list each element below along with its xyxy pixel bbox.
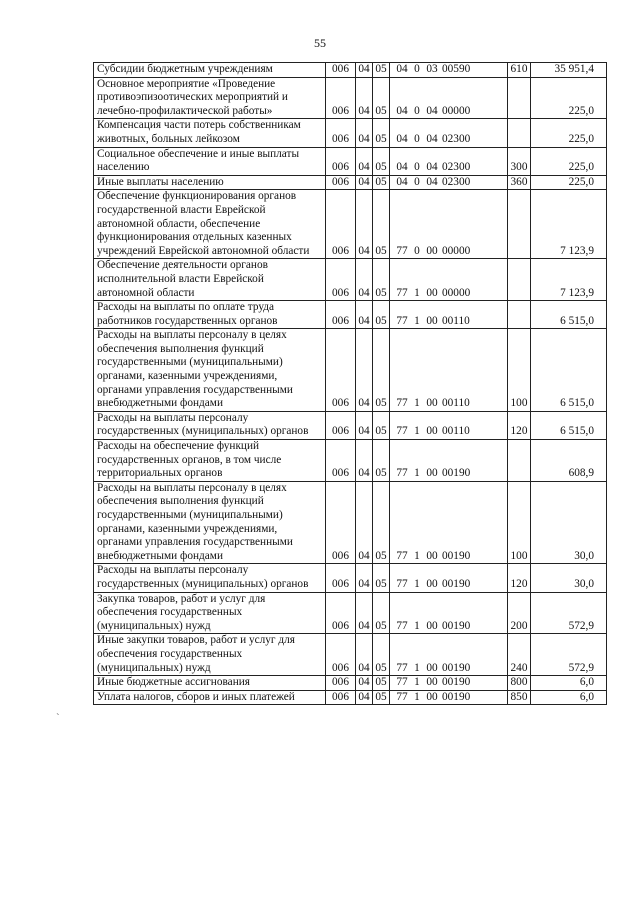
csr-direction: 00190: [442, 661, 471, 674]
expense-type-code: 120: [508, 564, 531, 592]
csr-direction: 00000: [442, 244, 471, 257]
amount: 35 951,4: [531, 63, 607, 78]
table-row: [94, 676, 607, 691]
target-article-code: [390, 259, 508, 301]
table-row: [94, 564, 607, 592]
csr-program: 77: [396, 661, 408, 674]
table-row: [94, 175, 607, 190]
expense-name: Субсидии бюджетным учреждениям: [94, 63, 326, 78]
grbs-code: 006: [326, 77, 356, 119]
csr-direction: 00190: [442, 690, 471, 703]
target-article-code: [390, 634, 508, 676]
grbs-code: 006: [326, 690, 356, 705]
table-row: [94, 259, 607, 301]
amount: 572,9: [531, 634, 607, 676]
csr-program: 04: [396, 104, 408, 117]
expense-type-code: [508, 301, 531, 329]
section-code: 04: [356, 259, 373, 301]
expense-type-code: 240: [508, 634, 531, 676]
csr-program: 04: [396, 161, 408, 174]
subsection-code: 05: [373, 190, 390, 259]
csr-main-event: 04: [426, 104, 438, 117]
csr-program: 77: [396, 467, 408, 480]
section-code: 04: [356, 634, 373, 676]
expense-type-code: [508, 259, 531, 301]
expense-name: Закупка товаров, работ и услуг для обеспечения государственных (муниципальных) нужд: [94, 592, 326, 634]
expense-type-code: [508, 119, 531, 147]
grbs-code: 006: [326, 676, 356, 691]
amount: 7 123,9: [531, 259, 607, 301]
expense-type-code: 850: [508, 690, 531, 705]
csr-program: 77: [396, 286, 408, 299]
table-row: [94, 592, 607, 634]
table-row: [94, 190, 607, 259]
grbs-code: 006: [326, 119, 356, 147]
subsection-code: 05: [373, 63, 390, 78]
section-code: 04: [356, 63, 373, 78]
table-row: [94, 411, 607, 439]
csr-main-event: 00: [426, 549, 438, 562]
csr-main-event: 00: [426, 619, 438, 632]
section-code: 04: [356, 481, 373, 564]
csr-subprogram: 1: [414, 676, 420, 689]
csr-main-event: 00: [426, 467, 438, 480]
csr-subprogram: 0: [414, 161, 420, 174]
csr-direction: 00590: [442, 63, 471, 75]
expense-name: Социальное обеспечение и иные выплаты населению: [94, 147, 326, 175]
csr-program: 77: [396, 314, 408, 327]
csr-main-event: 00: [426, 676, 438, 689]
expense-type-code: [508, 190, 531, 259]
subsection-code: 05: [373, 676, 390, 691]
grbs-code: 006: [326, 564, 356, 592]
subsection-code: 05: [373, 77, 390, 119]
target-article-code: [390, 690, 508, 705]
grbs-code: 006: [326, 190, 356, 259]
csr-program: 77: [396, 397, 408, 410]
table-row: [94, 329, 607, 412]
subsection-code: 05: [373, 564, 390, 592]
csr-main-event: 00: [426, 397, 438, 410]
subsection-code: 05: [373, 301, 390, 329]
csr-subprogram: 0: [414, 104, 420, 117]
csr-main-event: 00: [426, 661, 438, 674]
csr-main-event: 00: [426, 690, 438, 703]
target-article-code: [390, 301, 508, 329]
target-article-code: [390, 481, 508, 564]
amount: 6 515,0: [531, 329, 607, 412]
csr-subprogram: 1: [414, 397, 420, 410]
target-article-code: [390, 592, 508, 634]
subsection-code: 05: [373, 481, 390, 564]
csr-direction: 00190: [442, 619, 471, 632]
csr-direction: 00110: [442, 397, 470, 410]
csr-direction: 00110: [442, 314, 470, 327]
expense-name: Обеспечение функционирования органов государственной власти Еврейской автономной области, обеспечение функционирования отдельных казенных учреждений Еврейской автономной области: [94, 190, 326, 259]
target-article-code: [390, 411, 508, 439]
expense-type-code: [508, 440, 531, 482]
amount: 7 123,9: [531, 190, 607, 259]
stray-mark: `: [56, 712, 60, 724]
csr-subprogram: 1: [414, 314, 420, 327]
csr-subprogram: 1: [414, 690, 420, 703]
expense-name: Иные закупки товаров, работ и услуг для обеспечения государственных (муниципальных) нужд: [94, 634, 326, 676]
table-row: [94, 147, 607, 175]
table-row: [94, 690, 607, 705]
section-code: 04: [356, 690, 373, 705]
table-row: [94, 481, 607, 564]
section-code: 04: [356, 301, 373, 329]
expense-name: Иные бюджетные ассигнования: [94, 676, 326, 691]
target-article-code: [390, 440, 508, 482]
expense-name: Расходы на выплаты персоналу государственных (муниципальных) органов: [94, 564, 326, 592]
grbs-code: 006: [326, 481, 356, 564]
grbs-code: 006: [326, 175, 356, 190]
csr-main-event: 00: [426, 577, 438, 590]
expense-name: Обеспечение деятельности органов исполнительной власти Еврейской автономной области: [94, 259, 326, 301]
expense-type-code: 800: [508, 676, 531, 691]
csr-main-event: 04: [426, 161, 438, 174]
csr-subprogram: 1: [414, 661, 420, 674]
csr-program: 77: [396, 577, 408, 590]
csr-main-event: 00: [426, 314, 438, 327]
amount: 6,0: [531, 690, 607, 705]
csr-program: 77: [396, 690, 408, 703]
table-row: [94, 440, 607, 482]
page-number: 55: [314, 36, 326, 50]
expense-name: Расходы на выплаты персоналу в целях обеспечения выполнения функций государственными (муниципальными) органами, казенными учреждениями, органами управления государственными внебюджетными фондами: [94, 481, 326, 564]
target-article-code: [390, 119, 508, 147]
subsection-code: 05: [373, 119, 390, 147]
csr-program: 77: [396, 244, 408, 257]
grbs-code: 006: [326, 329, 356, 412]
section-code: 04: [356, 77, 373, 119]
csr-program: 77: [396, 676, 408, 689]
expense-name: Основное мероприятие «Проведение противоэпизоотических мероприятий и лечебно-профилактической работы»: [94, 77, 326, 119]
section-code: 04: [356, 175, 373, 190]
csr-main-event: 00: [426, 244, 438, 257]
target-article-code: [390, 77, 508, 119]
csr-subprogram: 1: [414, 577, 420, 590]
subsection-code: 05: [373, 175, 390, 190]
grbs-code: 006: [326, 592, 356, 634]
csr-subprogram: 0: [414, 175, 420, 188]
amount: 572,9: [531, 592, 607, 634]
csr-main-event: 03: [426, 63, 438, 75]
table-row: [94, 77, 607, 119]
expense-name: Компенсация части потерь собственникам животных, больных лейкозом: [94, 119, 326, 147]
target-article-code: [390, 564, 508, 592]
expense-type-code: 360: [508, 175, 531, 190]
subsection-code: 05: [373, 440, 390, 482]
section-code: 04: [356, 190, 373, 259]
amount: 6,0: [531, 676, 607, 691]
target-article-code: [390, 63, 508, 78]
csr-subprogram: 1: [414, 425, 420, 438]
expense-name: Расходы на выплаты по оплате труда работников государственных органов: [94, 301, 326, 329]
expense-name: Уплата налогов, сборов и иных платежей: [94, 690, 326, 705]
csr-direction: 00190: [442, 676, 471, 689]
expense-type-code: 300: [508, 147, 531, 175]
grbs-code: 006: [326, 411, 356, 439]
subsection-code: 05: [373, 329, 390, 412]
expense-type-code: 100: [508, 329, 531, 412]
grbs-code: 006: [326, 63, 356, 78]
target-article-code: [390, 147, 508, 175]
amount: 225,0: [531, 119, 607, 147]
subsection-code: 05: [373, 147, 390, 175]
amount: 225,0: [531, 77, 607, 119]
csr-program: 77: [396, 549, 408, 562]
table-row: [94, 301, 607, 329]
target-article-code: [390, 329, 508, 412]
expense-name: Расходы на выплаты персоналу в целях обеспечения выполнения функций государственными (муниципальными) органами, казенными учреждениями, органами управления государственными внебюджетными фондами: [94, 329, 326, 412]
csr-subprogram: 0: [414, 132, 420, 145]
target-article-code: [390, 175, 508, 190]
csr-subprogram: 0: [414, 63, 420, 75]
csr-program: 77: [396, 425, 408, 438]
subsection-code: 05: [373, 592, 390, 634]
csr-main-event: 04: [426, 132, 438, 145]
csr-direction: 00000: [442, 104, 471, 117]
grbs-code: 006: [326, 147, 356, 175]
amount: 225,0: [531, 175, 607, 190]
section-code: 04: [356, 592, 373, 634]
expense-name: Расходы на обеспечение функций государственных органов, в том числе территориальных органов: [94, 440, 326, 482]
csr-direction: 02300: [442, 161, 471, 174]
expense-type-code: 100: [508, 481, 531, 564]
csr-direction: 00110: [442, 425, 470, 438]
csr-main-event: 00: [426, 425, 438, 438]
csr-subprogram: 0: [414, 244, 420, 257]
section-code: 04: [356, 440, 373, 482]
table-body: [94, 63, 607, 705]
amount: 6 515,0: [531, 411, 607, 439]
target-article-code: [390, 676, 508, 691]
grbs-code: 006: [326, 301, 356, 329]
csr-program: 04: [396, 175, 408, 188]
csr-direction: 00190: [442, 467, 471, 480]
csr-direction: 00000: [442, 286, 471, 299]
table-row: [94, 119, 607, 147]
expense-type-code: 120: [508, 411, 531, 439]
csr-program: 04: [396, 63, 408, 75]
section-code: 04: [356, 147, 373, 175]
csr-subprogram: 1: [414, 286, 420, 299]
csr-main-event: 04: [426, 175, 438, 188]
section-code: 04: [356, 676, 373, 691]
amount: 6 515,0: [531, 301, 607, 329]
grbs-code: 006: [326, 259, 356, 301]
expense-name: Иные выплаты населению: [94, 175, 326, 190]
amount: 30,0: [531, 481, 607, 564]
subsection-code: 05: [373, 690, 390, 705]
grbs-code: 006: [326, 634, 356, 676]
csr-subprogram: 1: [414, 549, 420, 562]
section-code: 04: [356, 411, 373, 439]
subsection-code: 05: [373, 634, 390, 676]
section-code: 04: [356, 119, 373, 147]
csr-direction: 02300: [442, 132, 471, 145]
csr-direction: 02300: [442, 175, 471, 188]
expense-type-code: 200: [508, 592, 531, 634]
csr-subprogram: 1: [414, 467, 420, 480]
budget-table: [93, 62, 607, 705]
table-row: [94, 63, 607, 78]
csr-subprogram: 1: [414, 619, 420, 632]
subsection-code: 05: [373, 259, 390, 301]
csr-direction: 00190: [442, 549, 471, 562]
table-row: [94, 634, 607, 676]
amount: 30,0: [531, 564, 607, 592]
expense-type-code: [508, 77, 531, 119]
section-code: 04: [356, 564, 373, 592]
section-code: 04: [356, 329, 373, 412]
expense-name: Расходы на выплаты персоналу государственных (муниципальных) органов: [94, 411, 326, 439]
csr-program: 77: [396, 619, 408, 632]
amount: 225,0: [531, 147, 607, 175]
target-article-code: [390, 190, 508, 259]
expense-type-code: 610: [508, 63, 531, 78]
csr-direction: 00190: [442, 577, 471, 590]
csr-program: 04: [396, 132, 408, 145]
amount: 608,9: [531, 440, 607, 482]
subsection-code: 05: [373, 411, 390, 439]
csr-main-event: 00: [426, 286, 438, 299]
grbs-code: 006: [326, 440, 356, 482]
